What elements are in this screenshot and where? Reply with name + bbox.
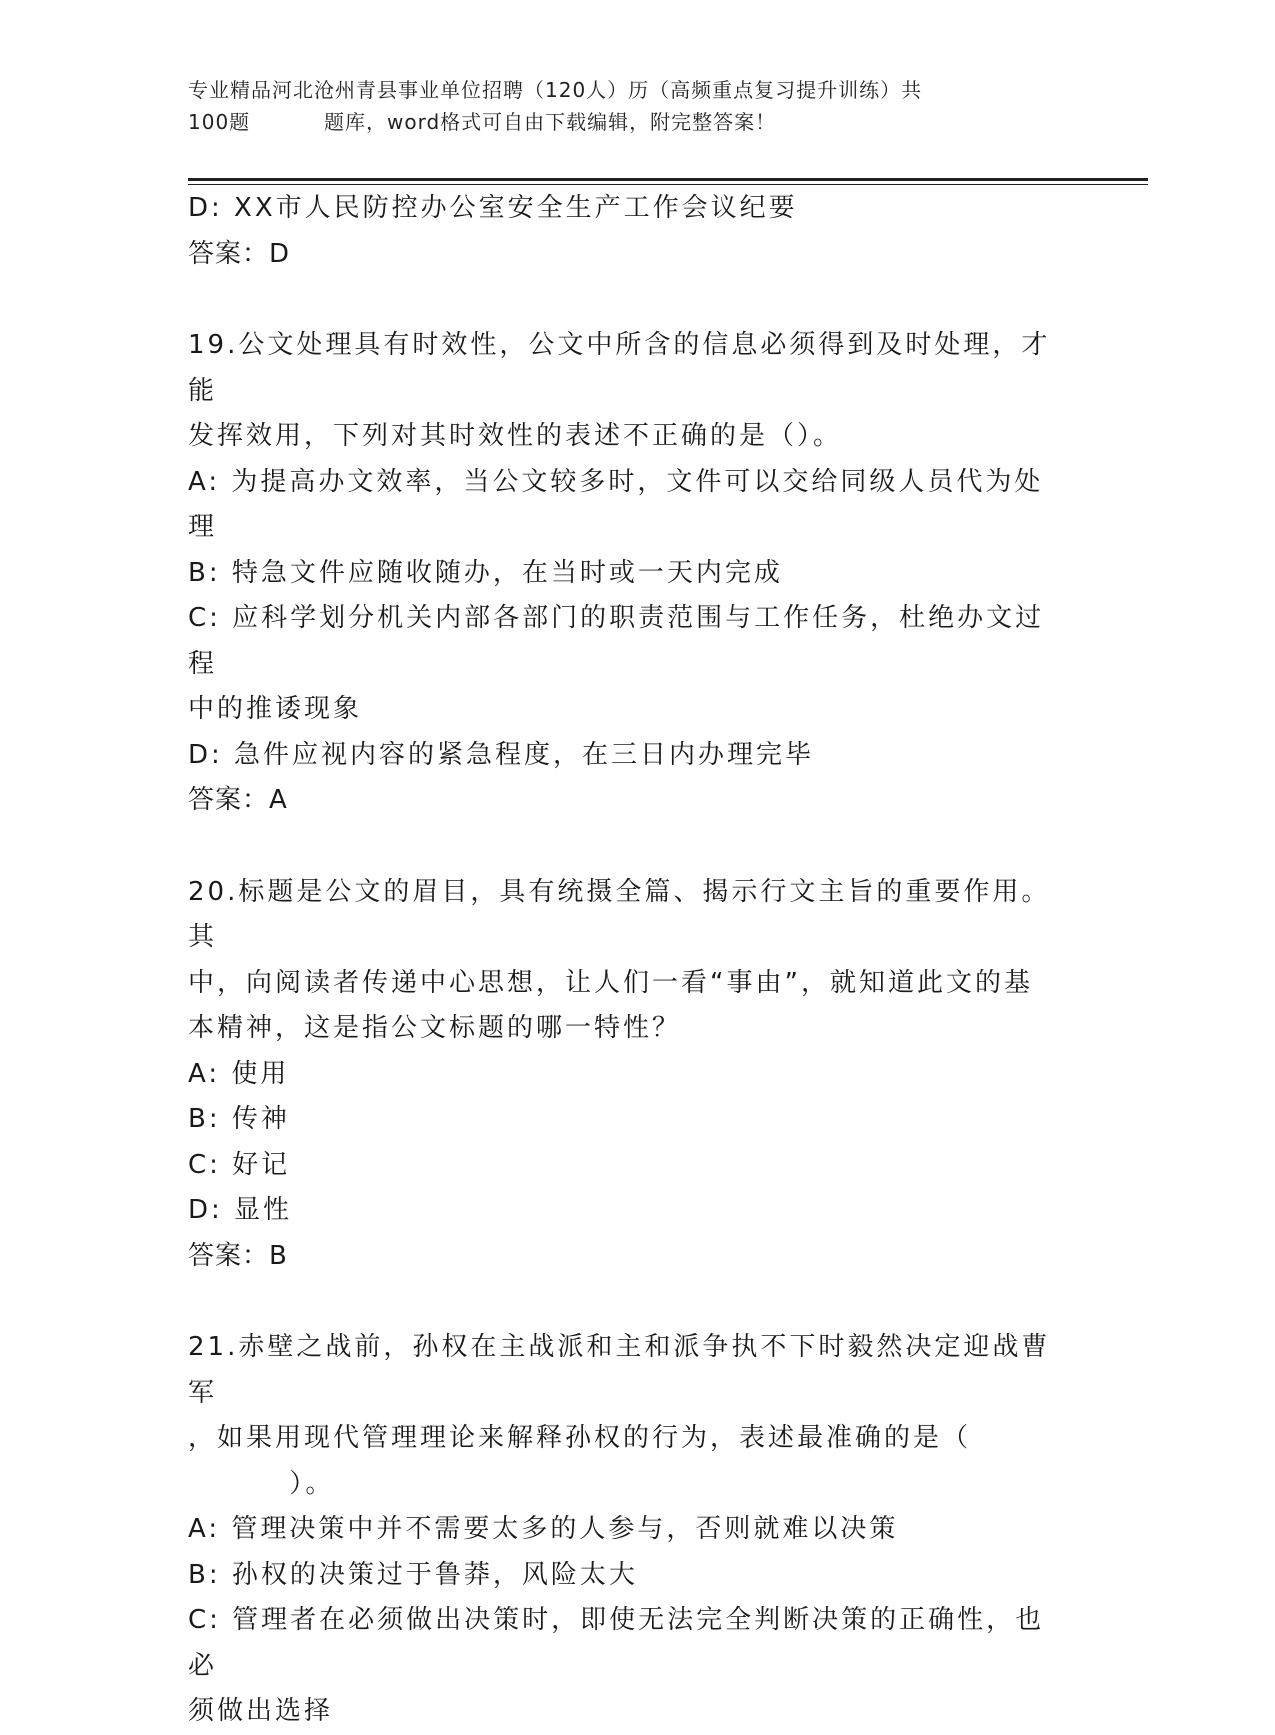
- block-spacer: [188, 1279, 1068, 1325]
- question-stem-line: 中，向阅读者传递中心思想，让人们一看“事由”，就知道此文的基: [188, 967, 1033, 998]
- option-c-continued: 中的推诿现象: [188, 694, 363, 724]
- option-c: C: 应科学划分机关内部各部门的职责范围与工作任务，杜绝办文过程: [188, 603, 1045, 679]
- header-title-line-1: 专业精品河北沧州青县事业单位招聘（120人）历（高频重点复习提升训练）共: [188, 78, 923, 102]
- answer-line: 答案：D: [188, 238, 291, 269]
- page-header: [188, 74, 1148, 138]
- answer-line: 答案：B: [188, 1240, 288, 1271]
- option-a: A: 使用: [188, 1058, 290, 1089]
- option-a: A: 为提高办文效率，当公文较多时，文件可以交给同级人员代为处理: [188, 466, 1044, 542]
- question-stem-line: ，如果用现代管理理论来解释孙权的行为，表述最准确的是（: [188, 1423, 972, 1453]
- header-rule-thin: [188, 184, 1148, 185]
- option-a: A: 管理决策中并不需要太多的人参与，否则就难以决策: [188, 1514, 899, 1544]
- answer-line: 答案：A: [188, 785, 288, 815]
- question-block-20: [188, 870, 1068, 1280]
- question-stem-line: 发挥效用，下列对其时效性的表述不正确的是（）。: [188, 421, 843, 451]
- header-question-count: 100题: [188, 110, 251, 134]
- option-c: C: 好记: [188, 1149, 291, 1180]
- question-stem-line: 20.标题是公文的眉目，具有统摄全篇、揭示行文主旨的重要作用。其: [188, 876, 1051, 952]
- question-block-21: [188, 1325, 1068, 1735]
- question-stem-line: 本精神，这是指公文标题的哪一特性？: [188, 1013, 682, 1043]
- option-d: D: XX市人民防控办公室安全生产工作会议纪要: [188, 193, 798, 223]
- question-stem-line: ）。: [188, 1468, 335, 1499]
- header-title-line-2: [188, 106, 1148, 138]
- question-block-19: [188, 323, 1068, 824]
- question-stem-line: 21.赤壁之战前，孙权在主战派和主和派争执不下时毅然决定迎战曹军: [188, 1332, 1051, 1408]
- question-list: [188, 186, 1068, 1735]
- block-spacer: [188, 824, 1068, 870]
- option-b: B: 孙权的决策过于鲁莽，风险太大: [188, 1559, 638, 1590]
- option-b: B: 特急文件应随收随办，在当时或一天内完成: [188, 557, 783, 588]
- question-stem-line: 19.公文处理具有时效性，公文中所含的信息必须得到及时处理，才能: [188, 330, 1051, 406]
- option-c: C: 管理者在必须做出决策时，即使无法完全判断决策的正确性，也必: [188, 1605, 1045, 1681]
- option-d: D: 显性: [188, 1195, 293, 1225]
- block-spacer: [188, 277, 1068, 323]
- option-d: D: 急件应视内容的紧急程度，在三日内办理完毕: [188, 739, 815, 770]
- question-block-18: [188, 186, 1068, 277]
- option-c-continued: 须做出选择: [188, 1696, 334, 1726]
- header-description: 题库，word格式可自由下载编辑，附完整答案！: [324, 110, 777, 134]
- option-b: B: 传神: [188, 1104, 290, 1134]
- header-rule-thick: [188, 178, 1148, 181]
